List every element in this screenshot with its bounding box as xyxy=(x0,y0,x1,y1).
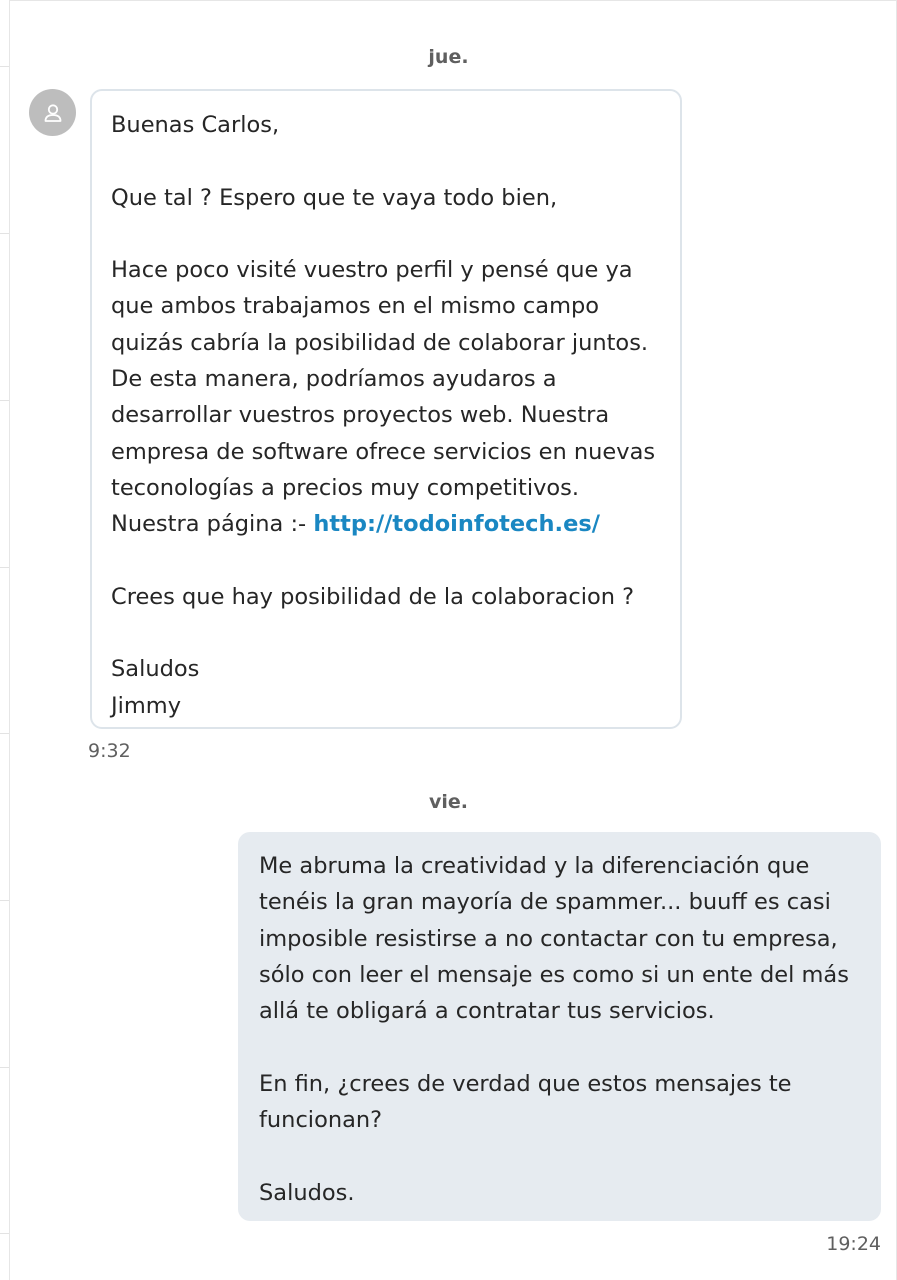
message-line: tenéis la gran mayoría de spammer... buuff es casi xyxy=(259,889,831,916)
message-blank-line xyxy=(111,216,662,252)
message-line: Saludos. xyxy=(259,1179,355,1206)
message-line: imposible resistirse a no contactar con tu empresa, xyxy=(259,925,838,952)
message-blank-line xyxy=(259,1029,863,1065)
website-link[interactable]: http://todoinfotech.es/ xyxy=(313,511,600,538)
message-line: En fin, ¿crees de verdad que estos mensajes te xyxy=(259,1070,792,1097)
message-line: empresa de software ofrece servicios en nuevas xyxy=(111,438,656,465)
top-divider xyxy=(0,0,897,1)
message-blank-line xyxy=(111,143,662,179)
message-line: desarrollar vuestros proyectos web. Nuestra xyxy=(111,402,610,429)
page-prefix-text: Nuestra página :- xyxy=(111,511,314,538)
day-separator-friday: vie. xyxy=(428,791,468,813)
message-line: funcionan? xyxy=(259,1107,383,1134)
person-icon xyxy=(42,102,64,124)
message-line: teconologías a precios muy competitivos. xyxy=(111,474,580,501)
message-line: Hace poco visité vuestro perfil y pensé que ya xyxy=(111,257,633,284)
message-blank-line xyxy=(111,543,662,579)
message-line: De esta manera, podríamos ayudaros a xyxy=(111,366,557,393)
message-line: allá te obligará a contratar tus servicios. xyxy=(259,998,715,1025)
day-separator-thursday: jue. xyxy=(428,46,469,68)
message-blank-line xyxy=(259,1138,863,1174)
left-panel-edge xyxy=(0,0,10,1280)
message-line-with-link xyxy=(111,506,662,542)
incoming-message-time: 9:32 xyxy=(88,740,131,762)
incoming-message-bubble xyxy=(90,89,682,729)
message-line: que ambos trabajamos en el mismo campo xyxy=(111,293,600,320)
sender-avatar[interactable] xyxy=(29,89,76,136)
message-line: Me abruma la creatividad y la diferenciación que xyxy=(259,853,810,879)
message-line: Jimmy xyxy=(111,692,182,719)
message-line: Saludos xyxy=(111,656,200,683)
outgoing-message-bubble xyxy=(238,832,881,1221)
message-blank-line xyxy=(111,615,662,651)
message-line: sólo con leer el mensaje es como si un ente del más xyxy=(259,961,849,988)
outgoing-message-time: 19:24 xyxy=(826,1233,881,1255)
message-line: Buenas Carlos, xyxy=(111,112,280,138)
message-line: quizás cabría la posibilidad de colaborar juntos. xyxy=(111,329,649,356)
message-line: Que tal ? Espero que te vaya todo bien, xyxy=(111,184,558,211)
message-line: Crees que hay posibilidad de la colaboracion ? xyxy=(111,583,635,610)
